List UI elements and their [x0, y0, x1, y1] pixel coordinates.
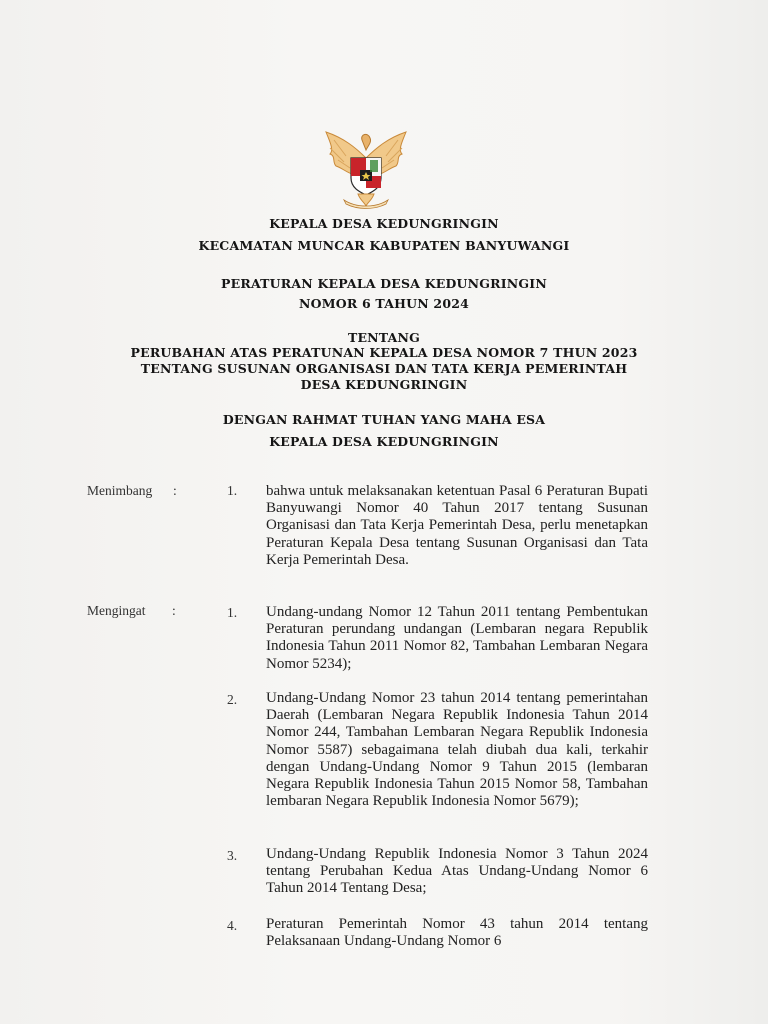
garuda-emblem-icon — [316, 128, 416, 210]
mengingat-item-text: Undang-Undang Republik Indonesia Nomor 3 Tahun 2024 tentang Perubahan Kedua Atas Undang-Undang Nomor 6 Tahun 2014 Tentang Desa; — [266, 846, 648, 897]
header-line-1: KEPALA DESA KEDUNGRINGIN — [269, 216, 499, 231]
mengingat-item-number: 1. — [227, 605, 238, 620]
mengingat-item-text: Undang-undang Nomor 12 Tahun 2011 tentang Pembentukan Peraturan perundang undangan (Lembaran negara Republik Indonesia Tahun 2011 Nomor 82, Tambahan Lembaran Negara Nomor 5234); — [266, 604, 648, 672]
menimbang-item-number: 1. — [227, 483, 238, 498]
regulation-number: NOMOR 6 TAHUN 2024 — [298, 296, 470, 311]
mengingat-item-text: Undang-Undang Nomor 23 tahun 2014 tentang pemerintahan Daerah (Lembaran Negara Republik Indonesia Tahun 2014 Nomor 244, Tambahan Lembaran Negara Republik Indonesia Nomor 5587) sebagaimana telah diubah dua kali, terkahir dengan Undang-Undang Nomor 9 Tahun 2015 (lembaran Negara Republik Indonesia Tahun 2015 Nomor 58, Tambahan lembaran Negara Republik Indonesia Nomor 5679); — [266, 690, 648, 810]
subject-line-3: DESA KEDUNGRINGIN — [300, 377, 468, 392]
mengingat-item-number: 4. — [227, 918, 238, 933]
header-line-2: KECAMATAN MUNCAR KABUPATEN BANYUWANGI — [198, 238, 570, 253]
preamble-line-1: DENGAN RAHMAT TUHAN YANG MAHA ESA — [222, 412, 546, 427]
mengingat-label: Mengingat — [87, 603, 146, 618]
regulation-title: PERATURAN KEPALA DESA KEDUNGRINGIN — [221, 276, 547, 291]
mengingat-item-number: 3. — [227, 848, 238, 863]
mengingat-item-text: Peraturan Pemerintah Nomor 43 tahun 2014 tentang Pelaksanaan Undang-Undang Nomor 6 — [266, 916, 648, 950]
mengingat-item-number: 2. — [227, 692, 238, 707]
mengingat-colon: : — [172, 603, 176, 618]
menimbang-label: Menimbang — [87, 483, 153, 498]
menimbang-item-text: bahwa untuk melaksanakan ketentuan Pasal 6 Peraturan Bupati Banyuwangi Nomor 40 Tahun 2017 tentang Susunan Organisasi dan Tata Kerja Pemerintah Desa, perlu menetapkan Peraturan Kepala Desa tentang Susunan Organisasi dan Tata Kerja Pemerintah Desa. — [266, 483, 648, 568]
subject-line-1: PERUBAHAN ATAS PERATUNAN KEPALA DESA NOMOR 7 THUN 2023 — [130, 345, 638, 360]
subject-line-2: TENTANG SUSUNAN ORGANISASI DAN TATA KERJA PEMERINTAH — [140, 361, 628, 376]
preamble-line-2: KEPALA DESA KEDUNGRINGIN — [269, 434, 499, 449]
menimbang-colon: : — [173, 483, 177, 498]
subject-label: TENTANG — [347, 330, 421, 345]
